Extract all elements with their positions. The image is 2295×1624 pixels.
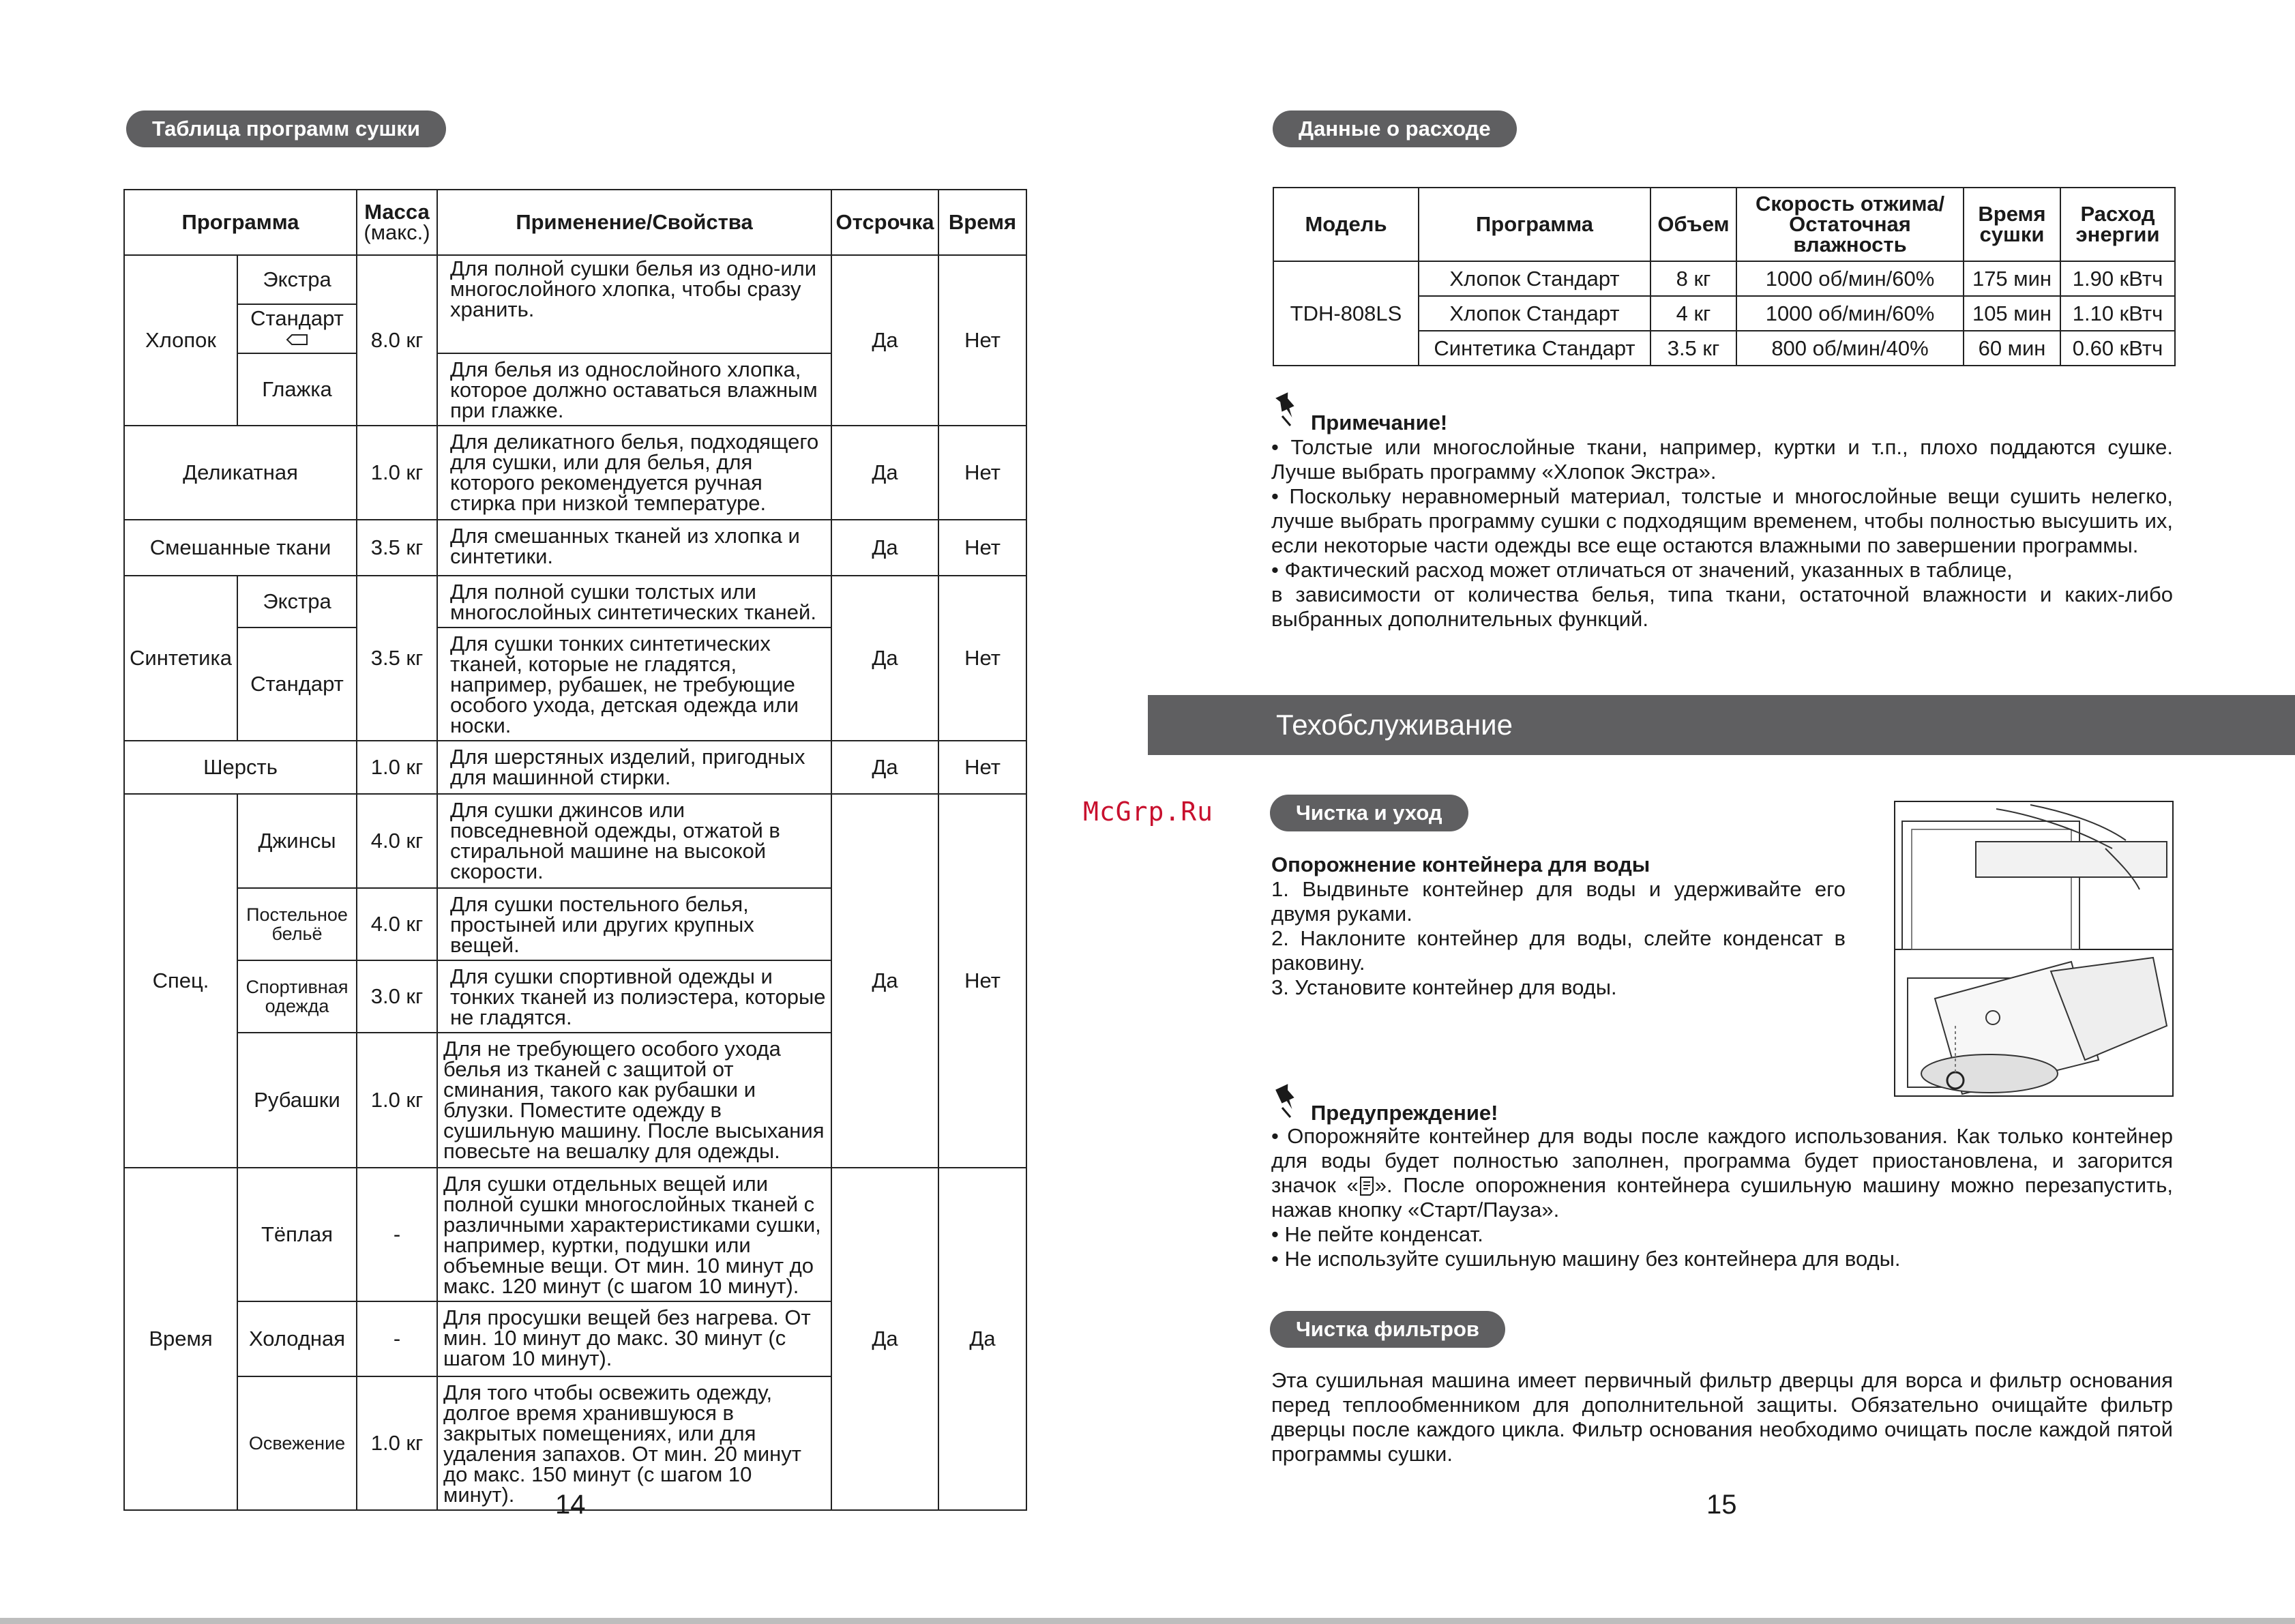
header-program: Программа [124, 190, 357, 255]
pushpin-icon [1273, 1083, 1300, 1119]
table-row [124, 576, 1026, 628]
cons-header-speed: Скорость отжима/Остаточная влажность [1736, 188, 1964, 261]
desc-mixed: Для смешанных тканей из хлопка и синтетики. [437, 520, 831, 576]
note-text [1271, 435, 2173, 632]
delay-special: Да [831, 794, 938, 1168]
desc-sport: Для сушки спортивной одежды и тонких тканей из полиэстера, которые не гладятся. [437, 960, 831, 1033]
desc-synthetic-standard: Для сушки тонких синтетических тканей, которые не гладятся, например, рубашек, не требующие особого ухода, детская одежда или носки. [437, 628, 831, 741]
sub-synthetic-standard: Стандарт [237, 628, 357, 741]
table-row [124, 255, 1026, 304]
desc-jeans: Для сушки джинсов или повседневной одежды, отжатой в стиральной машине на высокой скорости. [437, 794, 831, 888]
sub-time-warm: Тёплая [237, 1168, 357, 1301]
water-container-illustration [1894, 801, 2174, 1097]
section-title-filters: Чистка фильтров [1270, 1311, 1505, 1348]
drying-programs-table [123, 189, 1027, 1511]
cons-energy: 0.60 кВтч [2060, 331, 2175, 366]
mass-shirts: 1.0 кг [357, 1033, 437, 1168]
cons-time: 175 мин [1964, 261, 2060, 296]
consumption-table [1273, 187, 2176, 366]
time-wool: Нет [938, 741, 1026, 794]
watermark: McGrp.Ru [1083, 797, 1214, 827]
desc-cold: Для просушки вещей без нагрева. От мин. 10 минут до макс. 30 минут (с шагом 10 минут). [437, 1301, 831, 1376]
cons-volume: 4 кг [1650, 296, 1736, 331]
sub-time-cold: Холодная [237, 1301, 357, 1376]
note-paragraph: в зависимости от количества белья, типа ткани, остаточной влажности и каких-либо выбранных дополнительных функций. [1271, 582, 2173, 631]
desc-cotton-ironing: Для белья из однослойного хлопка, которое должно оставаться влажным при глажке. [437, 353, 831, 426]
desc-refresh: Для того чтобы освежить одежду, долгое время хранившуюся в закрытых помещениях, или для удаления запахов. От мин. 20 минут до макс. 150 минут (с шагом 10 минут). [437, 1376, 831, 1510]
cons-header-volume: Объем [1650, 188, 1736, 261]
header-application: Применение/Свойства [437, 190, 831, 255]
mass-cotton: 8.0 кг [357, 255, 437, 426]
sub-special-bedding: Постельное бельё [237, 888, 357, 960]
sub-special-sport: Спортивная одежда [237, 960, 357, 1033]
cons-model: TDH-808LS [1273, 261, 1419, 366]
program-synthetic: Синтетика [124, 576, 237, 741]
cons-header-time: Время сушки [1964, 188, 2060, 261]
warning-paragraph: • Не пейте конденсат. [1271, 1222, 1483, 1246]
cons-energy: 1.10 кВтч [2060, 296, 2175, 331]
filter-text: Эта сушильная машина имеет первичный фильтр дверцы для ворса и фильтр основания перед теплообменником для дополнительной защиты. Обязательно очищайте фильтр дверцы после каждого цикла. Фильтр основания необходимо очищать после каждой пятой программы сушки. [1271, 1368, 2173, 1466]
water-tank-icon [1359, 1176, 1375, 1196]
pushpin-icon [1273, 392, 1300, 427]
consumption-header-row [1273, 188, 2175, 261]
table-row [124, 520, 1026, 576]
header-mass: Масса (макс.) [357, 190, 437, 255]
sub-synthetic-extra: Экстра [237, 576, 357, 628]
time-special: Нет [938, 794, 1026, 1168]
desc-synthetic-extra: Для полной сушки толстых или многослойных синтетических тканей. [437, 576, 831, 628]
container-steps [1271, 877, 1846, 1000]
desc-warm: Для сушки отдельных вещей или полной сушки многослойных тканей с различными характеристиками сушки, например, куртки, подушки или объемные вещи. От мин. 10 минут до макс. 120 минут (с шагом 10 минут). [437, 1168, 831, 1301]
cons-program: Хлопок Стандарт [1419, 261, 1650, 296]
delay-wool: Да [831, 741, 938, 794]
time-synthetic: Нет [938, 576, 1026, 741]
cons-volume: 8 кг [1650, 261, 1736, 296]
header-time: Время [938, 190, 1026, 255]
mass-jeans: 4.0 кг [357, 794, 437, 888]
cons-time: 105 мин [1964, 296, 2060, 331]
sub-special-shirts: Рубашки [237, 1033, 357, 1168]
mass-delicate: 1.0 кг [357, 426, 437, 520]
note-title: Примечание! [1311, 411, 1448, 434]
table-row [124, 741, 1026, 794]
cons-program: Синтетика Стандарт [1419, 331, 1650, 366]
time-mixed: Нет [938, 520, 1026, 576]
program-special: Спец. [124, 794, 237, 1168]
note-paragraph: • Поскольку неравномерный материал, толстые и многослойные вещи сушить нелегко, лучше выбрать программу сушки с подходящим временем, чтобы полностью высушить их, если некоторые части одежды все еще остаются влажными по завершении программы. [1271, 484, 2173, 557]
section-title-cleaning: Чистка и уход [1270, 795, 1468, 831]
cons-energy: 1.90 кВтч [2060, 261, 2175, 296]
cons-program: Хлопок Стандарт [1419, 296, 1650, 331]
mass-mixed: 3.5 кг [357, 520, 437, 576]
mass-wool: 1.0 кг [357, 741, 437, 794]
mass-synthetic: 3.5 кг [357, 576, 437, 741]
mass-warm: - [357, 1168, 437, 1301]
time-time: Да [938, 1168, 1026, 1510]
mass-refresh: 1.0 кг [357, 1376, 437, 1510]
cons-speed: 1000 об/мин/60% [1736, 261, 1964, 296]
container-heading: Опорожнение контейнера для воды [1271, 853, 1650, 876]
desc-shirts: Для не требующего особого ухода белья из тканей с защитой от сминания, такого как рубашки и блузки. Поместите одежду в сушильную машину. После высыхания повесьте на вешалку для одежды. [437, 1033, 831, 1168]
mass-sport: 3.0 кг [357, 960, 437, 1033]
time-cotton: Нет [938, 255, 1026, 426]
cons-header-program: Программа [1419, 188, 1650, 261]
table-row [1273, 261, 2175, 296]
sub-cotton-extra: Экстра [237, 255, 357, 304]
warning-text [1271, 1124, 2173, 1271]
desc-bedding: Для сушки постельного белья, простыней или других крупных вещей. [437, 888, 831, 960]
program-wool: Шерсть [124, 741, 357, 794]
step-1: 1. Выдвиньте контейнер для воды и удерживайте его двумя руками. [1271, 877, 1846, 926]
program-mixed: Смешанные ткани [124, 520, 357, 576]
sub-cotton-standard: Стандарт [237, 304, 357, 353]
mass-bedding: 4.0 кг [357, 888, 437, 960]
time-delicate: Нет [938, 426, 1026, 520]
table-header-row [124, 190, 1026, 255]
cons-speed: 1000 об/мин/60% [1736, 296, 1964, 331]
sub-time-refresh: Освежение [237, 1376, 357, 1510]
cons-time: 60 мин [1964, 331, 2060, 366]
sub-special-jeans: Джинсы [237, 794, 357, 888]
cons-header-model: Модель [1273, 188, 1419, 261]
cons-volume: 3.5 кг [1650, 331, 1736, 366]
bottom-edge [0, 1618, 2295, 1624]
energy-label-icon [286, 334, 309, 346]
page-number-left: 14 [555, 1490, 586, 1520]
section-title-programs: Таблица программ сушки [126, 110, 446, 147]
mass-cold: - [357, 1301, 437, 1376]
maintenance-banner: Техобслуживание [1148, 695, 2295, 755]
warning-paragraph: • Не используйте сушильную машину без контейнера для воды. [1271, 1247, 1901, 1271]
cons-speed: 800 об/мин/40% [1736, 331, 1964, 366]
warning-paragraph: • Опорожняйте контейнер для воды после каждого использования. Как только контейнер для воды будет полностью заполнен, программа будет приостановлена, и загорится значок « ». После опорожнения контейнера сушильную машину можно перезапустить, нажав кнопку «Старт/Пауза». [1271, 1124, 2174, 1222]
step-2: 2. Наклоните контейнер для воды, слейте конденсат в раковину. [1271, 926, 1846, 975]
delay-delicate: Да [831, 426, 938, 520]
program-delicate: Деликатная [124, 426, 357, 520]
delay-synthetic: Да [831, 576, 938, 741]
section-title-consumption: Данные о расходе [1273, 110, 1517, 147]
delay-cotton: Да [831, 255, 938, 426]
desc-delicate: Для деликатного белья, подходящего для сушки, или для белья, для которого рекомендуется ручная стирка при низкой температуре. [437, 426, 831, 520]
page-number-right: 15 [1706, 1490, 1737, 1520]
table-row [124, 794, 1026, 888]
cons-header-energy: Расход энергии [2060, 188, 2175, 261]
table-row [124, 1168, 1026, 1301]
warning-title: Предупреждение! [1311, 1101, 1498, 1125]
sub-cotton-ironing: Глажка [237, 353, 357, 426]
note-paragraph: • Толстые или многослойные ткани, например, куртки и т.п., плохо поддаются сушке. Лучше выбрать программу «Хлопок Экстра». [1271, 435, 2173, 484]
desc-cotton-extra: Для полной сушки белья из одно-или многослойного хлопка, чтобы сразу хранить. [437, 255, 831, 353]
desc-wool: Для шерстяных изделий, пригодных для машинной стирки. [437, 741, 831, 794]
program-cotton: Хлопок [124, 255, 237, 426]
delay-time: Да [831, 1168, 938, 1510]
header-delay: Отсрочка [831, 190, 938, 255]
program-time: Время [124, 1168, 237, 1510]
step-3: 3. Установите контейнер для воды. [1271, 975, 1617, 999]
note-paragraph: • Фактический расход может отличаться от значений, указанных в таблице, [1271, 558, 2013, 582]
table-row [124, 426, 1026, 520]
delay-mixed: Да [831, 520, 938, 576]
